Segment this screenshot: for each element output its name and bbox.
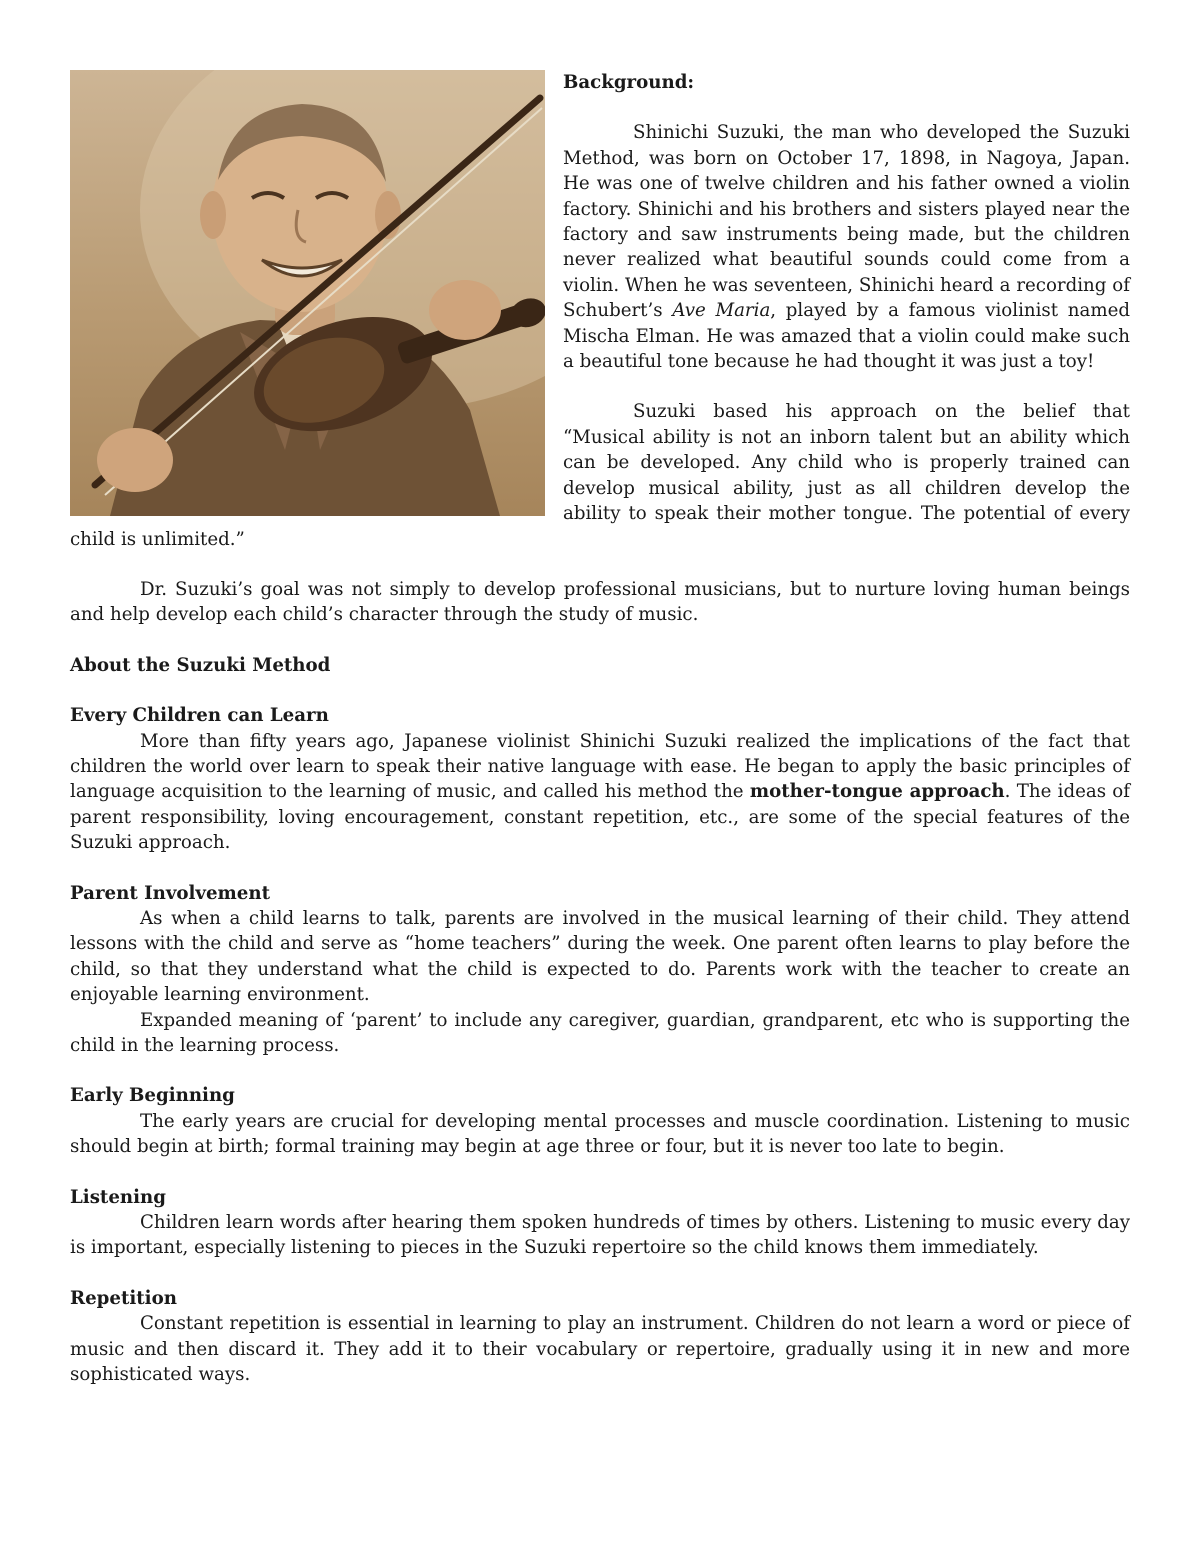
every-children-text <box>70 729 1130 856</box>
background-paragraph-3: Dr. Suzuki’s goal was not simply to develop professional musicians, but to nurture loving human beings and help develop each child’s character through the study of music. <box>70 578 1130 626</box>
early-beginning-label: Early Beginning <box>70 1085 235 1107</box>
spacer <box>70 628 1130 653</box>
background-heading: Background: <box>563 72 695 93</box>
early-beginning-text: The early years are crucial for developing mental processes and muscle coordination. Listening to music should begin at birth; formal training may begin at age three or four, but it is never too late to begin. <box>70 1110 1130 1158</box>
ave-maria-title: Ave Maria <box>672 300 771 322</box>
background-paragraph-2: Suzuki based his approach on the belief that “Musical ability is not an inborn talent but an ability which can be developed. Any child who is properly trained can develop musical ability, just as all children develop the ability to speak their mother tongue. The potential of every child is unlimited.” <box>70 401 1130 550</box>
parent-involvement-label: Parent Involvement <box>70 882 270 904</box>
spacer <box>70 856 1130 881</box>
repetition-label: Repetition <box>70 1287 177 1309</box>
every-children-text-b: . The ideas of parent responsibility, loving encouragement, constant repetition, etc., are some of the special features of the Suzuki approach. <box>70 781 1130 854</box>
suzuki-photo <box>70 70 545 516</box>
listening-label: Listening <box>70 1186 166 1208</box>
listening-text: Children learn words after hearing them spoken hundreds of times by others. Listening to music every day is important, especially listening to pieces in the Suzuki repertoire so the child knows them immediately. <box>70 1212 1130 1259</box>
repetition-text: Constant repetition is essential in learning to play an instrument. Children do not learn a word or piece of music and then discard it. They add it to their vocabulary or repertoire, gradually using it in new and more sophisticated ways. <box>70 1313 1130 1386</box>
every-children-label: Every Children can Learn <box>70 705 329 727</box>
spacer <box>70 1058 1130 1083</box>
about-heading: About the Suzuki Method <box>70 654 331 676</box>
mother-tongue-approach: mother-tongue approach <box>749 781 1005 803</box>
spacer <box>70 1160 1130 1185</box>
background-paragraph-1-text-b: , played by a famous violinist named Mischa Elman. He was amazed that a violin could make such a beautiful tone because he had thought it was just a toy! <box>563 300 1130 373</box>
violinist-illustration <box>70 70 545 516</box>
spacer <box>70 1261 1130 1286</box>
parent-involvement-text-1: As when a child learns to talk, parents are involved in the musical learning of their child. They attend lessons with the child and serve as “home teachers” during the week. One parent often learns to play before the child, so that they understand what the child is expected to do. Parents work with the teacher to create an enjoyable learning environment. <box>70 907 1130 1006</box>
every-children-text-a: More than fifty years ago, Japanese violinist Shinichi Suzuki realized the implications of the fact that children the world over learn to speak their native language with ease. He began to apply the basic principles of language acquisition to the learning of music, and called his method the <box>70 730 1130 803</box>
background-paragraph-1-text-a: Shinichi Suzuki, the man who developed the Suzuki Method, was born on October 17, 1898, in Nagoya, Japan. He was one of twelve children and his father owned a violin factory. Shinichi and his brothers and sisters played near the factory and saw instruments being made, but the children never realized what beautiful sounds could come from a violin. When he was seventeen, Shinichi heard a recording of Schubert’s <box>563 122 1130 322</box>
spacer <box>70 678 1130 703</box>
spacer <box>70 552 1130 577</box>
parent-involvement-text-2: Expanded meaning of ‘parent’ to include any caregiver, guardian, grandparent, etc who is supporting the child in the learning process. <box>70 1009 1130 1056</box>
